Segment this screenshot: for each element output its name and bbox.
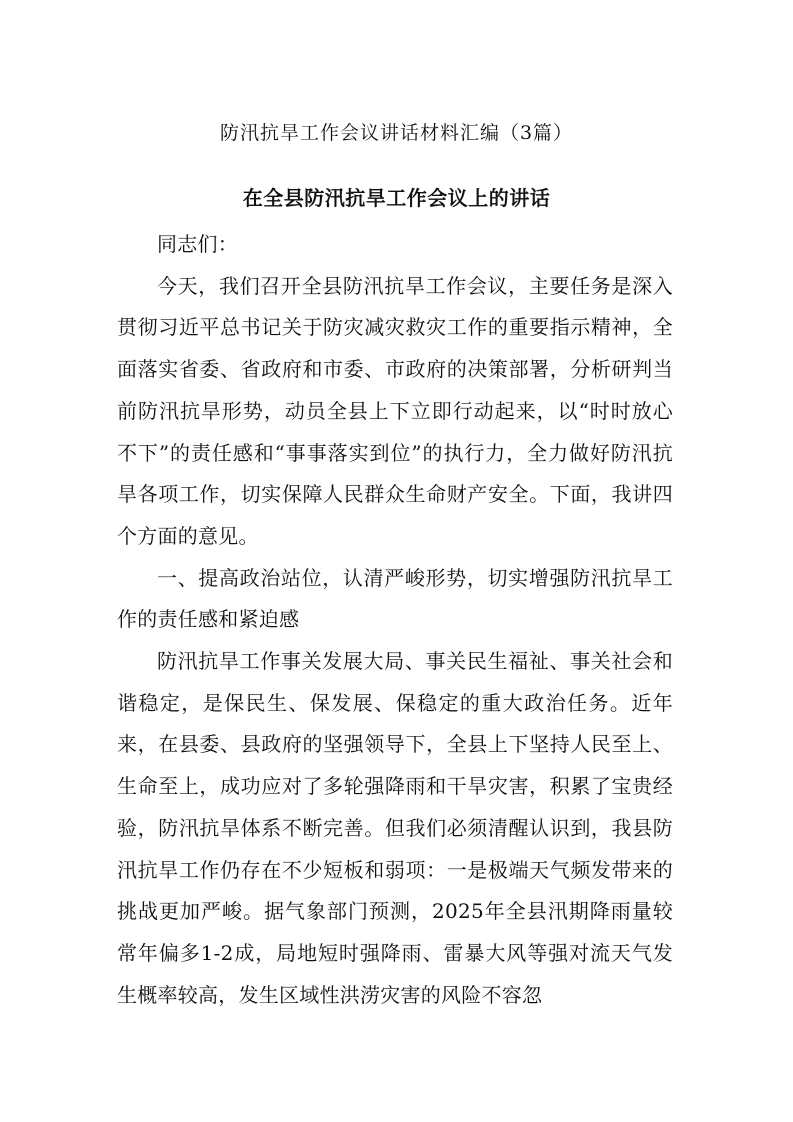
salutation: 同志们： [157,232,238,256]
speech-title: 在全县防汛抗旱工作会议上的讲话 [242,186,551,210]
paragraph-intro: 今天，我们召开全县防汛抗旱工作会议，主要任务是深入贯彻习近平总书记关于防灾减灾救灾工作的重要指示精神，全面落实省委、省政府和市委、市政府的决策部署，分析研判当前防汛抗旱形势，动员全县上下立即行动起来，以“时时放心不下”的责任感和“事事落实到位”的执行力，全力做好防汛抗旱各项工作，切实保障人民群众生命财产安全。下面，我讲四个方面的意见。 [117,273,673,548]
document-body [117,224,673,1016]
paragraph-section-1: 防汛抗旱工作事关发展大局、事关民生福祉、事关社会和谐稳定，是保民生、保发展、保稳定的重大政治任务。近年来，在县委、县政府的坚强领导下，全县上下坚持人民至上、生命至上，成功应对了多轮强降雨和干旱灾害，积累了宝贵经验，防汛抗旱体系不断完善。但我们必须清醒认识到，我县防汛抗旱工作仍存在不少短板和弱项：一是极端天气频发带来的挑战更加严峻。据气象部门预测，2025年全县汛期降雨量较常年偏多1-2成，局地短时强降雨、雷暴大风等强对流天气发生概率较高，发生区域性洪涝灾害的风险不容忽 [117,649,673,1007]
section-heading-1: 一、提高政治站位，认清严峻形势，切实增强防汛抗旱工作的责任感和紧迫感 [117,565,673,632]
document-title: 防汛抗旱工作会议讲话材料汇编（3篇） [219,122,574,144]
